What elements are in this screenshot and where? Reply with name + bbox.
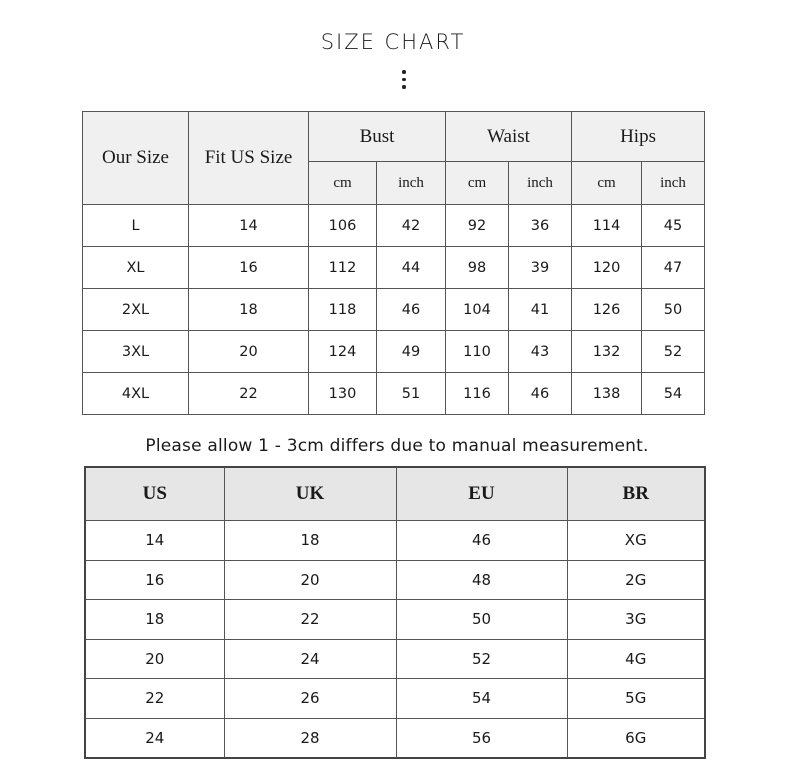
cell-bust-cm: 112: [309, 247, 377, 289]
header-hips-cm: cm: [572, 162, 642, 205]
cell-uk: 28: [224, 718, 396, 758]
cell-eu: 48: [396, 560, 567, 600]
cell-waist-inch: 36: [509, 205, 572, 247]
header-br: BR: [567, 467, 705, 521]
header-hips-inch: inch: [642, 162, 705, 205]
measurement-table: [82, 111, 705, 415]
cell-bust-cm: 118: [309, 289, 377, 331]
cell-uk: 24: [224, 639, 396, 679]
cell-br: 6G: [567, 718, 705, 758]
vertical-ellipsis-icon: [401, 70, 407, 92]
cell-uk: 18: [224, 521, 396, 561]
header-bust: Bust: [309, 112, 446, 162]
header-our-size: Our Size: [83, 112, 189, 205]
cell-fit-us: 20: [189, 331, 309, 373]
cell-bust-inch: 46: [377, 289, 446, 331]
cell-waist-cm: 104: [446, 289, 509, 331]
header-eu: EU: [396, 467, 567, 521]
cell-br: 3G: [567, 600, 705, 640]
cell-uk: 26: [224, 679, 396, 719]
cell-hips-inch: 47: [642, 247, 705, 289]
cell-eu: 50: [396, 600, 567, 640]
cell-waist-cm: 116: [446, 373, 509, 415]
cell-waist-inch: 46: [509, 373, 572, 415]
cell-eu: 56: [396, 718, 567, 758]
table-row: [85, 718, 705, 758]
cell-our-size: 3XL: [83, 331, 189, 373]
header-row: [85, 467, 705, 521]
header-waist: Waist: [446, 112, 572, 162]
cell-waist-inch: 39: [509, 247, 572, 289]
cell-eu: 46: [396, 521, 567, 561]
cell-waist-cm: 92: [446, 205, 509, 247]
header-bust-cm: cm: [309, 162, 377, 205]
page-title: SIZE CHART: [320, 30, 466, 54]
cell-hips-cm: 132: [572, 331, 642, 373]
conversion-table: [84, 466, 706, 759]
cell-us: 20: [85, 639, 224, 679]
cell-us: 24: [85, 718, 224, 758]
cell-hips-cm: 126: [572, 289, 642, 331]
header-waist-cm: cm: [446, 162, 509, 205]
cell-our-size: 2XL: [83, 289, 189, 331]
cell-our-size: 4XL: [83, 373, 189, 415]
cell-br: 4G: [567, 639, 705, 679]
cell-bust-inch: 42: [377, 205, 446, 247]
header-waist-inch: inch: [509, 162, 572, 205]
header-uk: UK: [224, 467, 396, 521]
table-row: [83, 373, 705, 415]
cell-hips-inch: 54: [642, 373, 705, 415]
table-row: [83, 331, 705, 373]
cell-hips-inch: 50: [642, 289, 705, 331]
cell-bust-cm: 106: [309, 205, 377, 247]
cell-fit-us: 16: [189, 247, 309, 289]
cell-bust-inch: 51: [377, 373, 446, 415]
cell-uk: 20: [224, 560, 396, 600]
measurement-note: Please allow 1 - 3cm differs due to manual measurement.: [145, 436, 649, 456]
cell-bust-inch: 44: [377, 247, 446, 289]
cell-bust-inch: 49: [377, 331, 446, 373]
table-row: [83, 205, 705, 247]
cell-br: XG: [567, 521, 705, 561]
cell-fit-us: 14: [189, 205, 309, 247]
header-bust-inch: inch: [377, 162, 446, 205]
cell-eu: 54: [396, 679, 567, 719]
cell-fit-us: 22: [189, 373, 309, 415]
cell-hips-inch: 52: [642, 331, 705, 373]
table-row: [85, 521, 705, 561]
cell-bust-cm: 124: [309, 331, 377, 373]
header-us: US: [85, 467, 224, 521]
cell-eu: 52: [396, 639, 567, 679]
cell-our-size: XL: [83, 247, 189, 289]
table-row: [85, 679, 705, 719]
cell-waist-inch: 43: [509, 331, 572, 373]
cell-our-size: L: [83, 205, 189, 247]
cell-br: 2G: [567, 560, 705, 600]
cell-hips-cm: 138: [572, 373, 642, 415]
table-row: [85, 600, 705, 640]
header-fit-us-size: Fit US Size: [189, 112, 309, 205]
table-row: [85, 639, 705, 679]
cell-waist-cm: 110: [446, 331, 509, 373]
cell-bust-cm: 130: [309, 373, 377, 415]
cell-hips-cm: 114: [572, 205, 642, 247]
cell-uk: 22: [224, 600, 396, 640]
table-row: [85, 560, 705, 600]
header-row-groups: [83, 112, 705, 162]
header-hips: Hips: [572, 112, 705, 162]
cell-us: 18: [85, 600, 224, 640]
cell-br: 5G: [567, 679, 705, 719]
cell-us: 22: [85, 679, 224, 719]
cell-fit-us: 18: [189, 289, 309, 331]
cell-waist-inch: 41: [509, 289, 572, 331]
cell-us: 14: [85, 521, 224, 561]
cell-hips-cm: 120: [572, 247, 642, 289]
table-row: [83, 247, 705, 289]
cell-hips-inch: 45: [642, 205, 705, 247]
cell-waist-cm: 98: [446, 247, 509, 289]
cell-us: 16: [85, 560, 224, 600]
table-row: [83, 289, 705, 331]
